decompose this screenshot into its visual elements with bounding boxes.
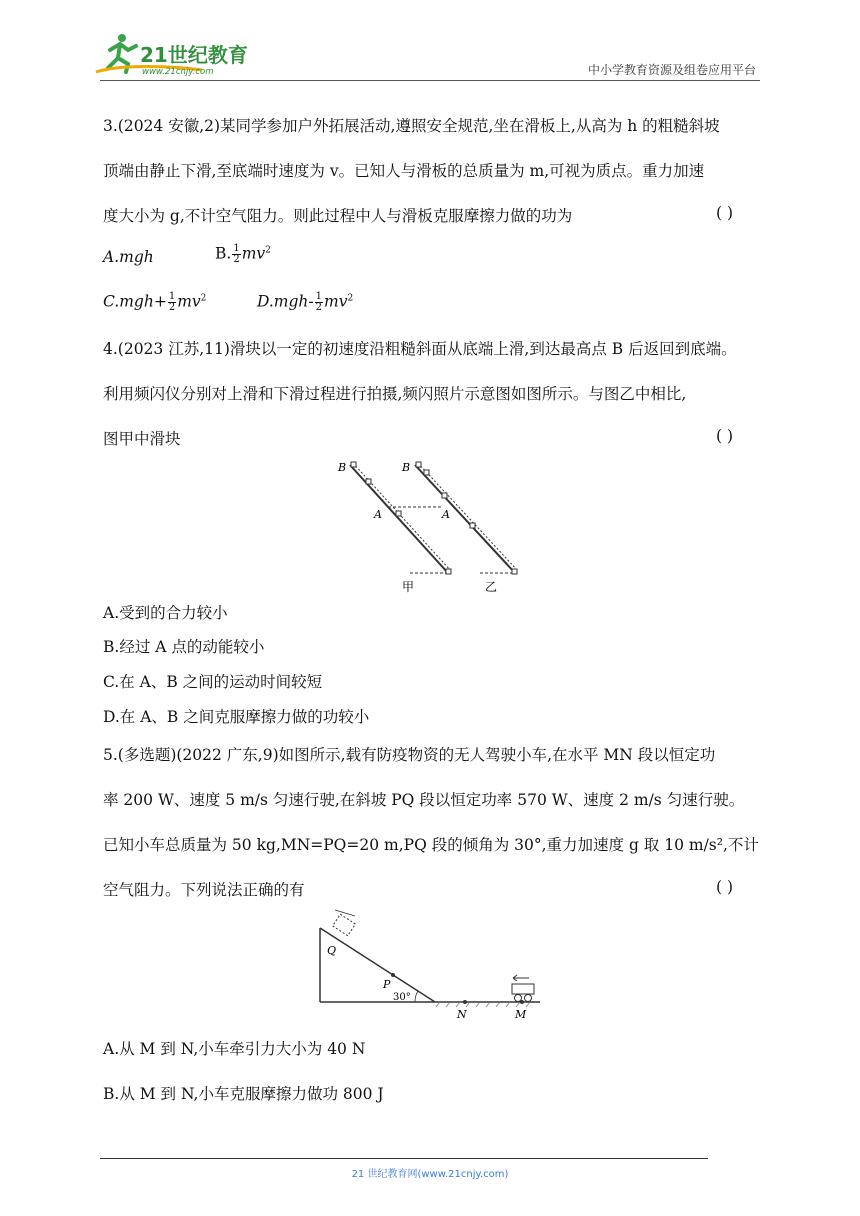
q3-option-a[interactable]: A.mgh xyxy=(103,248,154,266)
q5-figure-slope xyxy=(315,908,545,1028)
q3-answer-blank: ( ) xyxy=(716,204,734,222)
label-M: M xyxy=(515,1008,527,1021)
q3-option-d[interactable]: D.mgh- $\frac{1}{2}$ $mv^2$ xyxy=(257,291,354,313)
label-B-right: B xyxy=(402,461,411,474)
label-B-left: B xyxy=(338,461,347,474)
q4-option-d[interactable]: D.在 A、B 之间克服摩擦力做的功较小 xyxy=(103,708,370,726)
q5-line1: 5.(多选题)(2022 广东,9)如图所示,载有防疫物资的无人驾驶小车,在水平 MN 段以恒定功 xyxy=(103,746,716,764)
q4-line3: 图甲中滑块 xyxy=(103,430,181,448)
q4-option-a[interactable]: A.受到的合力较小 xyxy=(103,604,228,622)
label-A-left: A xyxy=(374,508,382,521)
q3-option-c[interactable]: C.mgh+ $\frac{1}{2}$ $mv^2$ xyxy=(103,291,207,313)
footer-divider xyxy=(100,1158,708,1159)
q3-line1: 3.(2024 安徽,2)某同学参加户外拓展活动,遵照安全规范,坐在滑板上,从高为 h 的粗糙斜坡 xyxy=(103,117,720,135)
q4-answer-blank: ( ) xyxy=(716,427,734,445)
label-jia: 甲 xyxy=(402,580,415,594)
label-angle: 30° xyxy=(393,992,411,1003)
footer-link[interactable]: 21 世纪教育网(www.21cnjy.com) xyxy=(351,1169,509,1180)
q4-line2: 利用频闪仪分别对上滑和下滑过程进行拍摄,频闪照片示意图如图所示。与图乙中相比, xyxy=(103,385,687,403)
q4-line1: 4.(2023 江苏,11)滑块以一定的初速度沿粗糙斜面从底端上滑,到达最高点 B 后返回到底端。 xyxy=(103,340,737,358)
label-A-right: A xyxy=(442,508,450,521)
logo-subtext: www.21cnjy.com xyxy=(142,67,214,77)
q5-line2: 率 200 W、速度 5 m/s 匀速行驶,在斜坡 PQ 段以恒定功率 570 W、速度 2 m/s 匀速行驶。 xyxy=(103,791,745,809)
site-tagline: 中小学教育资源及组卷应用平台 xyxy=(587,63,756,77)
q5-line4: 空气阻力。下列说法正确的有 xyxy=(103,881,305,899)
q5-answer-blank: ( ) xyxy=(716,878,734,896)
q5-option-b[interactable]: B.从 M 到 N,小车克服摩擦力做功 800 J xyxy=(103,1085,384,1103)
q4-option-c[interactable]: C.在 A、B 之间的运动时间较短 xyxy=(103,673,323,691)
q5-option-a[interactable]: A.从 M 到 N,小车牵引力大小为 40 N xyxy=(103,1040,366,1058)
logo-text: 21世纪教育 xyxy=(140,43,248,67)
q3-option-b[interactable]: B. $\frac{1}{2}$ $mv^2$ xyxy=(215,243,271,265)
q4-option-b[interactable]: B.经过 A 点的动能较小 xyxy=(103,638,265,656)
q3-line3: 度大小为 g,不计空气阻力。则此过程中人与滑板克服摩擦力做的功为 xyxy=(103,207,573,225)
q5-line3: 已知小车总质量为 50 kg,MN=PQ=20 m,PQ 段的倾角为 30°,重力加速度 g 取 10 m/s²,不计 xyxy=(103,836,759,854)
q3-line2: 顶端由静止下滑,至底端时速度为 v。已知人与滑板的总质量为 m,可视为质点。重力加速 xyxy=(103,162,705,180)
label-Q: Q xyxy=(327,944,337,957)
header-divider xyxy=(100,80,760,81)
label-N: N xyxy=(457,1008,467,1021)
q4-figure-inclines xyxy=(330,455,530,595)
label-P: P xyxy=(383,978,391,991)
site-logo xyxy=(92,30,262,80)
label-yi: 乙 xyxy=(485,580,498,594)
